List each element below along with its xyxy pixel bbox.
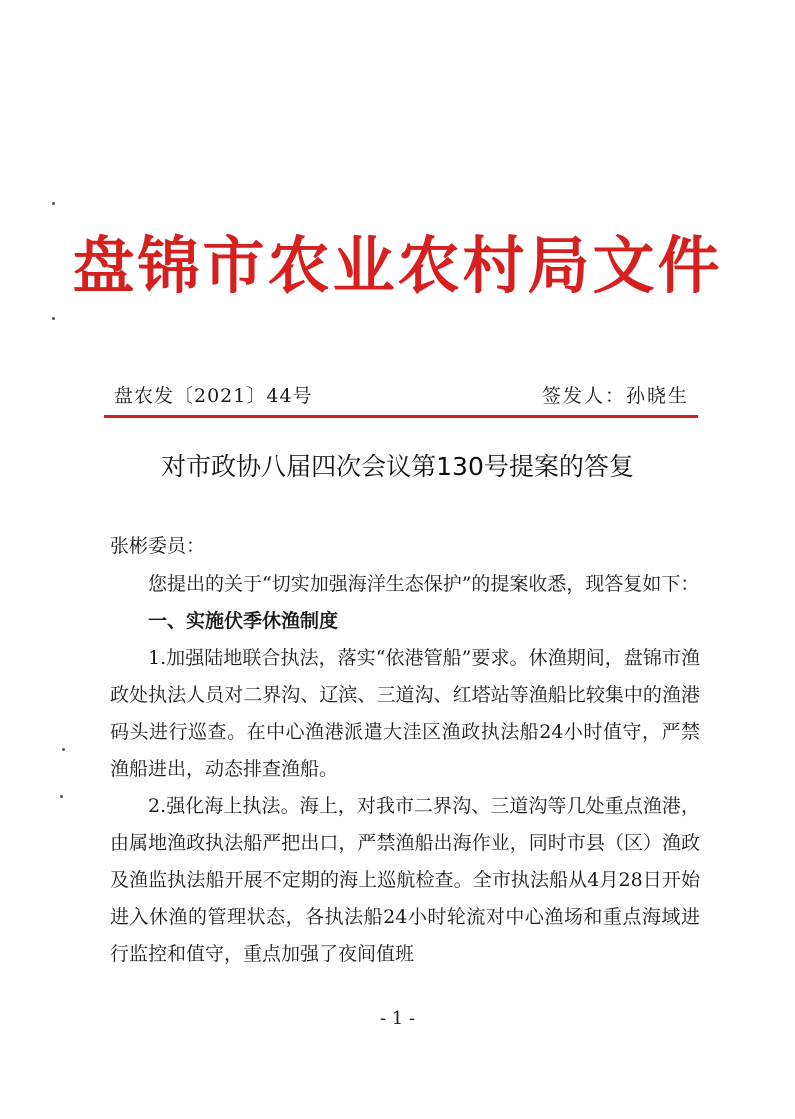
scan-speck [62,748,65,751]
issuer-label: 签发人：孙晓生 [541,385,689,407]
document-title: 对市政协八届四次会议第130号提案的答复 [161,452,634,481]
agency-header-title: 盘锦市农业农村局文件 [72,229,723,302]
page-number: - 1 - [379,1008,416,1029]
paragraph-item-2: 2.强化海上执法。海上，对我市二界沟、三道沟等几处重点渔港，由属地渔政执法船严把出口，严禁渔船出海作业，同时市县（区）渔政及渔监执法船开展不定期的海上巡航检查。全市执法船从4月28日开始进入休渔的管理状态，各执法船24小时轮流对中心渔场和重点海域进行监控和值守，重点加强了夜间值班 [110,795,700,965]
scan-speck [60,795,63,798]
document-number: 盘农发〔2021〕44号 [114,385,313,407]
section-heading-1: 一、实施伏季休渔制度 [148,610,339,632]
scan-speck [52,202,55,205]
salutation: 张彬委员： [110,535,206,557]
paragraph-item-1: 1.加强陆地联合执法，落实“依港管船”要求。休渔期间，盘锦市渔政处执法人员对二界沟、辽滨、三道沟、红塔站等渔船比较集中的渔港码头进行巡查。在中心渔港派遣大洼区渔政执法船24小时值守，严禁渔船进出，动态排查渔船。 [110,647,700,780]
scan-speck [52,317,55,320]
red-divider-line [104,415,698,418]
paragraph-intro: 您提出的关于“切实加强海洋生态保护”的提案收悉，现答复如下： [148,573,700,595]
document-body [110,566,700,973]
